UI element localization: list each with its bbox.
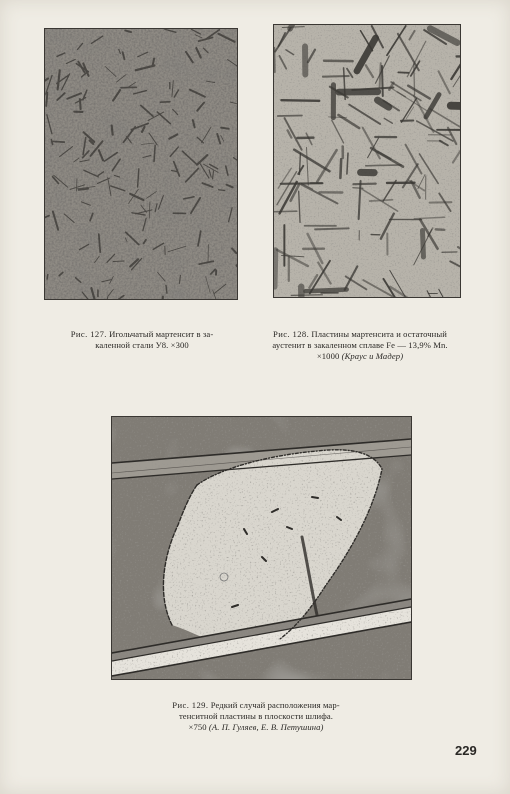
caption-127-line-2: каленной стали У8. ×300	[95, 340, 189, 350]
caption-figure-128	[250, 329, 470, 362]
caption-128-line-1: Пластины мартенсита и остаточный	[311, 329, 447, 339]
caption-129-authors: (А. П. Гуляев, Е. В. Петушина)	[208, 722, 324, 732]
figure-128-label: Рис. 128.	[273, 329, 310, 339]
caption-figure-127	[44, 329, 240, 351]
figure-128-micrograph	[273, 24, 461, 298]
figure-129-label: Рис. 129.	[172, 700, 209, 710]
figure-127-micrograph	[44, 28, 238, 300]
caption-128-magnification: ×1000	[316, 351, 340, 361]
caption-128-authors: (Краус и Мадер)	[341, 351, 404, 361]
figure-129-micrograph	[111, 416, 412, 680]
caption-128-line-2: аустенит в закаленном сплаве Fe — 13,9% Mn.	[272, 340, 448, 350]
caption-figure-129	[140, 700, 372, 733]
caption-129-line-1: Редкий случай расположения мар-	[210, 700, 340, 710]
caption-129-line-2: тенситной пластины в плоскости шлифа.	[178, 711, 334, 721]
caption-127-line-1: Игольчатый мартенсит в за-	[109, 329, 214, 339]
figure-127-label: Рис. 127.	[70, 329, 107, 339]
caption-129-magnification: ×750	[188, 722, 207, 732]
page-number: 229	[455, 743, 477, 758]
